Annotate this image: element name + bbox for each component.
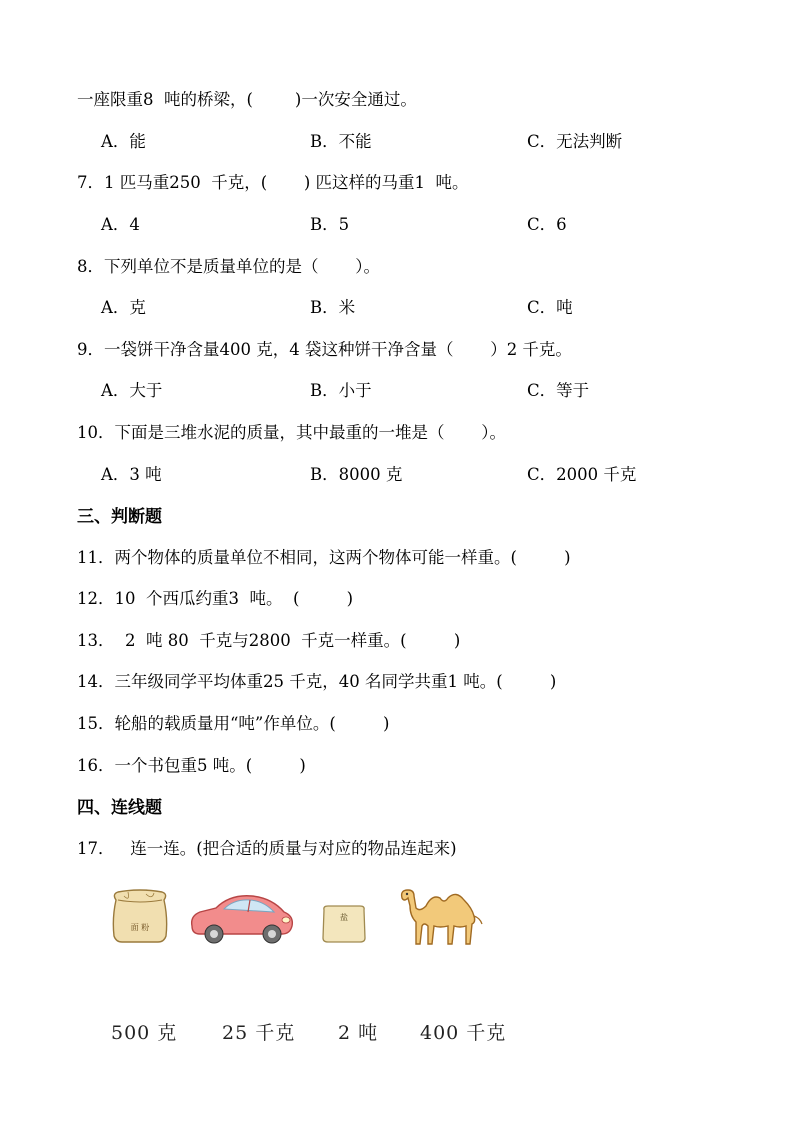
- weight-label-500g: 500 克: [111, 1022, 178, 1044]
- option-7b: B．5: [310, 215, 350, 234]
- option-6a: A．能: [101, 132, 146, 151]
- question-15-text: 15．轮船的载质量用“吨”作单位。( ): [77, 714, 390, 733]
- salt-bag-icon: [320, 904, 368, 944]
- weight-label-2t: 2 吨: [338, 1022, 379, 1044]
- option-8a: A．克: [101, 298, 146, 317]
- question-17-text: 17． 连一连。(把合适的质量与对应的物品连起来): [77, 839, 457, 858]
- option-9b: B．小于: [310, 381, 372, 400]
- option-10b: B．8000 克: [310, 465, 403, 484]
- option-8c: C．吨: [527, 298, 573, 317]
- question-8-text: 8．下列单位不是质量单位的是（ ）。: [77, 257, 380, 276]
- option-9c: C．等于: [527, 381, 590, 400]
- question-6-text: 一座限重8 吨的桥梁，( )一次安全通过。: [77, 90, 417, 109]
- weight-label-25kg: 25 千克: [222, 1022, 296, 1044]
- question-9-text: 9．一袋饼干净含量400 克，4 袋这种饼干净含量（ ）2 千克。: [77, 340, 572, 359]
- question-7-text: 7．1 匹马重250 千克，( ) 匹这样的马重1 吨。: [77, 173, 469, 192]
- option-8b: B．米: [310, 298, 356, 317]
- question-13-text: 13． 2 吨 80 千克与2800 千克一样重。( ): [77, 631, 461, 650]
- camel-icon: [394, 882, 486, 950]
- question-12-text: 12．10 个西瓜约重3 吨。 ( ): [77, 589, 354, 608]
- flour-bag-icon: [108, 888, 172, 944]
- section-heading-matching: 四、连线题: [77, 798, 162, 818]
- option-7a: A．4: [101, 215, 140, 234]
- question-10-text: 10．下面是三堆水泥的质量，其中最重的一堆是（ ）。: [77, 423, 506, 442]
- option-7c: C．6: [527, 215, 567, 234]
- car-icon: [186, 890, 298, 948]
- flour-bag-label: 面 粉: [130, 923, 150, 932]
- option-6c: C．无法判断: [527, 132, 623, 151]
- salt-bag-label: 盐: [340, 913, 348, 922]
- option-10a: A．3 吨: [101, 465, 162, 484]
- option-9a: A．大于: [101, 381, 163, 400]
- section-heading-true-false: 三、判断题: [77, 507, 162, 527]
- question-11-text: 11．两个物体的质量单位不相同，这两个物体可能一样重。( ): [77, 548, 571, 567]
- option-10c: C．2000 千克: [527, 465, 637, 484]
- question-14-text: 14．三年级同学平均体重25 千克，40 名同学共重1 吨。( ): [77, 672, 557, 691]
- weight-label-400kg: 400 千克: [420, 1022, 507, 1044]
- option-6b: B．不能: [310, 132, 372, 151]
- question-16-text: 16．一个书包重5 吨。( ): [77, 756, 306, 775]
